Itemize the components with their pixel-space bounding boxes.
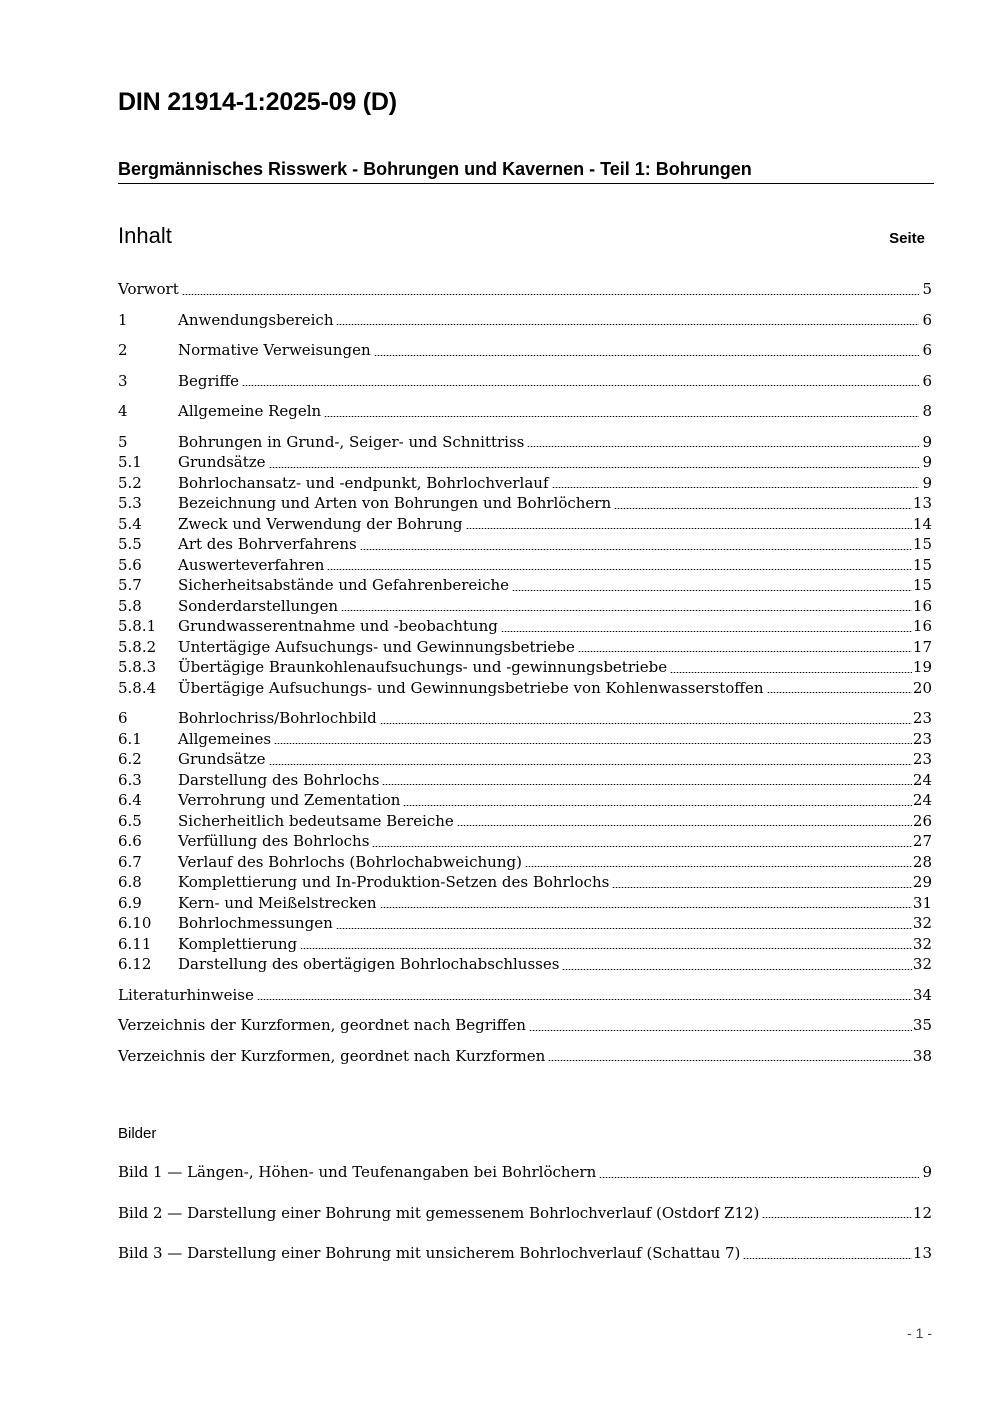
toc-entry-title: Kern- und Meißelstrecken <box>178 893 377 912</box>
toc-entry[interactable] <box>118 575 932 596</box>
figures-heading: Bilder <box>118 1125 157 1142</box>
toc-entry-page: 32 <box>912 934 932 953</box>
toc-entry-number: 2 <box>118 341 128 359</box>
toc-entry-number: 5.8.2 <box>118 637 157 656</box>
toc-entry-number: 6.5 <box>118 811 142 830</box>
toc-entry-title: Komplettierung <box>178 934 298 953</box>
toc-leader-dots <box>378 893 912 914</box>
toc-entry-number: 6.1 <box>118 729 142 748</box>
toc-leader-dots <box>180 279 919 300</box>
toc-entry-page: 23 <box>912 729 932 748</box>
toc-entry-title: Verrohrung und Zementation <box>178 791 401 809</box>
figure-entry-title: Bild 3 — Darstellung einer Bohrung mit unsicherem Bohrlochverlauf (Schattau 7) <box>118 1244 741 1262</box>
figure-entry[interactable] <box>118 1162 932 1183</box>
toc-leader-dots <box>255 985 912 1006</box>
toc-leader-dots <box>597 1162 919 1183</box>
toc-entry-title: Untertägige Aufsuchungs- und Gewinnungsbetriebe <box>178 637 575 656</box>
toc-entry-title: Verfüllung des Bohrlochs <box>178 832 370 850</box>
toc-entry-title: Allgemeines <box>178 729 272 748</box>
toc-entry[interactable] <box>118 534 932 555</box>
toc-leader-dots <box>510 575 912 596</box>
toc-entry-page: 16 <box>912 617 932 635</box>
toc-entry-page: 19 <box>912 658 932 676</box>
toc-entry-number: 6.12 <box>118 955 152 973</box>
toc-entry-title: Darstellung des obertägigen Bohrlochabschlusses <box>178 955 560 973</box>
toc-entry[interactable] <box>118 401 932 422</box>
toc-entry-page: 15 <box>912 576 932 594</box>
toc-entry-page: 15 <box>912 535 932 553</box>
toc-entry-number: 5.8.4 <box>118 678 157 697</box>
toc-entry-title: Verzeichnis der Kurzformen, geordnet nach Kurzformen <box>118 1046 546 1065</box>
toc-entry-page: 14 <box>912 514 932 533</box>
toc-entry-number: 5.7 <box>118 576 142 594</box>
toc-entry-title: Sonderdarstellungen <box>178 596 338 615</box>
toc-leader-dots <box>267 749 912 770</box>
toc-entry[interactable] <box>118 749 932 770</box>
toc-entry[interactable] <box>118 678 932 699</box>
toc-leader-dots <box>378 708 912 729</box>
toc-entry-page: 5 <box>922 280 932 298</box>
toc-leader-dots <box>550 473 919 494</box>
toc-entry[interactable] <box>118 555 932 576</box>
toc-entry-number: 5.6 <box>118 555 142 574</box>
toc-entry[interactable] <box>118 616 932 637</box>
toc-leader-dots <box>499 616 912 637</box>
toc-entry-title: Sicherheitlich bedeutsame Bereiche <box>178 811 454 830</box>
toc-leader-dots <box>765 678 912 699</box>
toc-entry-title: Grundsätze <box>178 750 266 768</box>
toc-leader-dots <box>527 1015 912 1036</box>
toc-entry-title: Bohrlochansatz- und -endpunkt, Bohrlochverlauf <box>178 473 549 492</box>
toc-entry-number: 4 <box>118 402 128 420</box>
figure-entry-page: 13 <box>912 1244 932 1262</box>
toc-entry[interactable] <box>118 831 932 852</box>
toc-leader-dots <box>760 1203 912 1224</box>
toc-leader-dots <box>668 657 912 678</box>
toc-entry-page: 24 <box>912 791 932 809</box>
toc-leader-dots <box>334 913 912 934</box>
toc-entry-number: 6.2 <box>118 750 142 768</box>
toc-entry[interactable] <box>118 340 932 361</box>
toc-leader-dots <box>322 401 919 422</box>
toc-entry[interactable] <box>118 514 932 535</box>
toc-leader-dots <box>464 514 912 535</box>
toc-entry-title: Bohrungen in Grund-, Seiger- und Schnittriss <box>178 432 525 451</box>
toc-leader-dots <box>325 555 912 576</box>
page-number: - 1 - <box>907 1325 932 1341</box>
toc-leader-dots <box>741 1243 912 1264</box>
toc-entry-page: 6 <box>922 371 932 390</box>
toc-leader-dots <box>612 493 912 514</box>
toc-entry-title: Literaturhinweise <box>118 985 254 1004</box>
toc-entry-page: 23 <box>912 709 932 727</box>
figure-entry[interactable] <box>118 1243 932 1264</box>
toc-leader-dots <box>372 340 919 361</box>
toc-entry-page: 8 <box>922 402 932 420</box>
toc-entry[interactable] <box>118 637 932 658</box>
toc-entry-page: 9 <box>922 473 932 492</box>
toc-entry-page: 6 <box>922 310 932 329</box>
toc-entry-number: 6.8 <box>118 873 142 891</box>
toc-entry-title: Normative Verweisungen <box>178 341 371 359</box>
toc-entry-page: 24 <box>912 770 932 789</box>
toc-leader-dots <box>560 954 911 975</box>
toc-entry-page: 32 <box>912 914 932 932</box>
toc-leader-dots <box>298 934 912 955</box>
toc-entry-page: 29 <box>912 873 932 891</box>
toc-entry-number: 1 <box>118 310 128 329</box>
toc-entry-number: 6.6 <box>118 832 142 850</box>
toc-entry[interactable] <box>118 770 932 791</box>
toc-entry[interactable] <box>118 893 932 914</box>
toc-entry-number: 6.9 <box>118 893 142 912</box>
figure-entry-page: 9 <box>922 1163 932 1181</box>
toc-entry-number: 5 <box>118 432 128 451</box>
toc-entry-page: 26 <box>912 811 932 830</box>
toc-entry-number: 5.8.1 <box>118 617 157 635</box>
toc-entry-title: Grundsätze <box>178 453 266 471</box>
toc-entry[interactable] <box>118 452 932 473</box>
toc-entry-number: 6.3 <box>118 770 142 789</box>
toc-entry[interactable] <box>118 371 932 392</box>
toc-entry[interactable] <box>118 913 932 934</box>
toc-entry-title: Verzeichnis der Kurzformen, geordnet nach Begriffen <box>118 1016 526 1034</box>
toc-leader-dots <box>523 852 912 873</box>
toc-leader-dots <box>334 310 919 331</box>
toc-entry[interactable] <box>118 279 932 300</box>
toc-leader-dots <box>546 1046 912 1067</box>
figure-entry[interactable] <box>118 1203 932 1224</box>
toc-entry[interactable] <box>118 1015 932 1036</box>
toc-entry-number: 5.4 <box>118 514 142 533</box>
toc-entry[interactable] <box>118 790 932 811</box>
toc-entry[interactable] <box>118 657 932 678</box>
toc-entry[interactable] <box>118 310 932 331</box>
toc-entry-number: 5.2 <box>118 473 142 492</box>
toc-entry-page: 20 <box>912 678 932 697</box>
toc-entry-number: 6.7 <box>118 852 142 871</box>
table-of-contents <box>118 279 932 1066</box>
toc-entry-page: 9 <box>922 453 932 471</box>
toc-leader-dots <box>610 872 912 893</box>
toc-entry-page: 28 <box>912 852 932 871</box>
document-id: DIN 21914-1:2025-09 (D) <box>118 88 397 116</box>
toc-entry[interactable] <box>118 708 932 729</box>
toc-entry-page: 23 <box>912 750 932 768</box>
toc-entry[interactable] <box>118 985 932 1006</box>
toc-leader-dots <box>272 729 912 750</box>
toc-entry[interactable] <box>118 432 932 453</box>
figure-entry-title: Bild 1 — Längen-, Höhen- und Teufenangaben bei Bohrlöchern <box>118 1163 597 1181</box>
toc-leader-dots <box>455 811 912 832</box>
toc-entry-number: 6.10 <box>118 914 152 932</box>
toc-entry[interactable] <box>118 1046 932 1067</box>
toc-entry-page: 16 <box>912 596 932 615</box>
toc-entry-number: 5.5 <box>118 535 142 553</box>
toc-leader-dots <box>401 790 911 811</box>
toc-entry-number: 3 <box>118 371 128 390</box>
toc-leader-dots <box>370 831 911 852</box>
toc-entry[interactable] <box>118 729 932 750</box>
toc-entry[interactable] <box>118 811 932 832</box>
toc-entry-title: Allgemeine Regeln <box>178 402 322 420</box>
toc-entry-title: Sicherheitsabstände und Gefahrenbereiche <box>178 576 510 594</box>
toc-heading: Inhalt <box>118 223 172 248</box>
toc-entry-title: Komplettierung und In-Produktion-Setzen des Bohrlochs <box>178 873 610 891</box>
toc-entry-title: Darstellung des Bohrlochs <box>178 770 380 789</box>
toc-entry-number: 5.1 <box>118 453 142 471</box>
figure-entry-page: 12 <box>912 1203 932 1222</box>
toc-entry-title: Vorwort <box>118 280 179 298</box>
toc-entry-number: 5.8 <box>118 596 142 615</box>
toc-entry-title: Grundwasserentnahme und -beobachtung <box>178 617 498 635</box>
toc-entry-title: Übertägige Braunkohlenaufsuchungs- und -gewinnungsbetriebe <box>178 658 668 676</box>
toc-entry-number: 6.11 <box>118 934 152 953</box>
figure-entry-title: Bild 2 — Darstellung einer Bohrung mit gemessenem Bohrlochverlauf (Ostdorf Z12) <box>118 1203 760 1222</box>
toc-page-column-label: Seite <box>889 230 925 247</box>
toc-entry-title: Bohrlochmessungen <box>178 914 333 932</box>
toc-entry-page: 13 <box>912 494 932 512</box>
toc-entry-number: 6.4 <box>118 791 142 809</box>
toc-entry-title: Anwendungsbereich <box>178 310 334 329</box>
toc-entry[interactable] <box>118 872 932 893</box>
list-of-figures <box>118 1162 932 1284</box>
toc-leader-dots <box>339 596 912 617</box>
toc-entry-number: 5.8.3 <box>118 658 157 676</box>
toc-entry[interactable] <box>118 954 932 975</box>
toc-leader-dots <box>525 432 919 453</box>
toc-entry-title: Zweck und Verwendung der Bohrung <box>178 514 463 533</box>
toc-entry-title: Bohrlochriss/Bohrlochbild <box>178 709 377 727</box>
toc-leader-dots <box>358 534 912 555</box>
toc-entry-page: 35 <box>912 1016 932 1034</box>
toc-entry-page: 17 <box>912 637 932 656</box>
toc-leader-dots <box>240 371 919 392</box>
toc-entry-number: 5.3 <box>118 494 142 512</box>
toc-entry-title: Übertägige Aufsuchungs- und Gewinnungsbetriebe von Kohlenwasserstoffen <box>178 678 764 697</box>
toc-entry-title: Verlauf des Bohrlochs (Bohrlochabweichung) <box>178 852 522 871</box>
toc-entry-title: Auswerteverfahren <box>178 555 325 574</box>
toc-entry[interactable] <box>118 596 932 617</box>
toc-entry[interactable] <box>118 934 932 955</box>
toc-entry-page: 15 <box>912 555 932 574</box>
toc-entry-page: 34 <box>912 985 932 1004</box>
toc-entry-page: 27 <box>912 832 932 850</box>
toc-entry-page: 38 <box>912 1046 932 1065</box>
toc-entry-page: 31 <box>912 893 932 912</box>
toc-entry[interactable] <box>118 473 932 494</box>
toc-entry-page: 32 <box>912 955 932 973</box>
document-subtitle: Bergmännisches Risswerk - Bohrungen und Kavernen - Teil 1: Bohrungen <box>118 159 934 184</box>
toc-leader-dots <box>576 637 912 658</box>
toc-entry-title: Art des Bohrverfahrens <box>178 535 357 553</box>
toc-entry-title: Bezeichnung und Arten von Bohrungen und Bohrlöchern <box>178 494 612 512</box>
toc-entry-page: 6 <box>922 341 932 359</box>
toc-entry-page: 9 <box>922 432 932 451</box>
toc-entry-number: 6 <box>118 709 128 727</box>
toc-leader-dots <box>267 452 919 473</box>
toc-leader-dots <box>380 770 911 791</box>
toc-entry[interactable] <box>118 493 932 514</box>
toc-entry[interactable] <box>118 852 932 873</box>
toc-entry-title: Begriffe <box>178 371 240 390</box>
